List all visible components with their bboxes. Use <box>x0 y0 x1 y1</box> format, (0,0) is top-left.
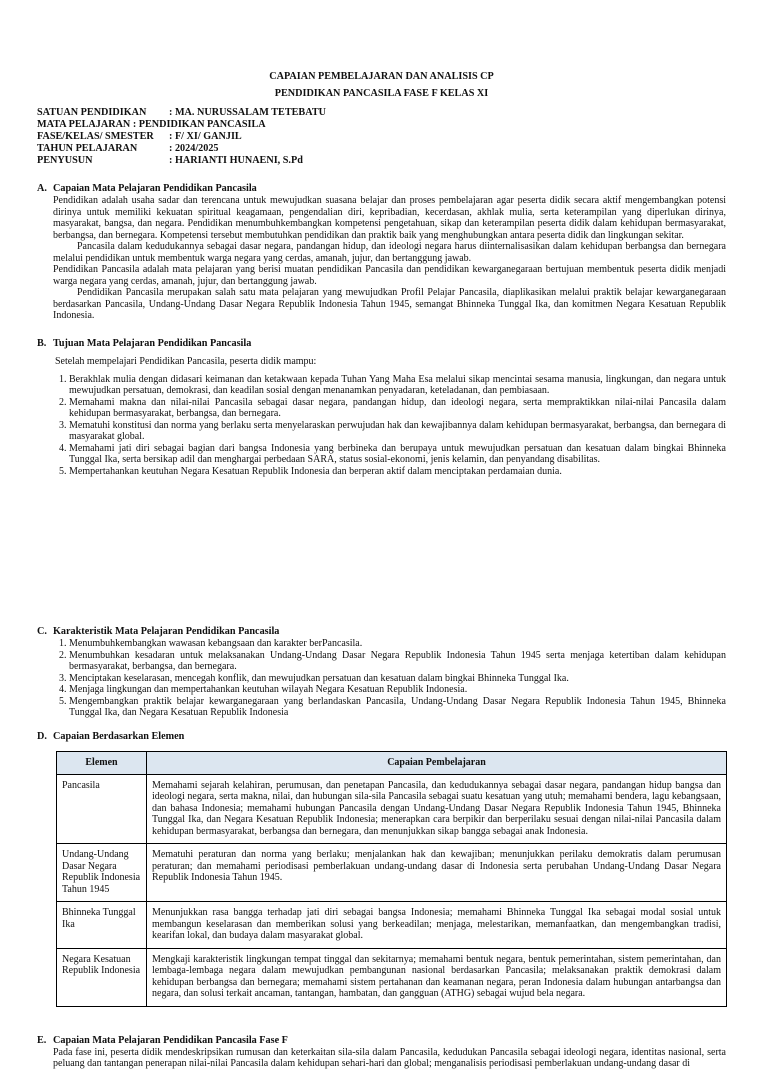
list-item: 3. Mematuhi konstitusi dan norma yang berlaku serta menyelaraskan perwujudan hak dan kewajibannya dalam kehidupan bermasyarakat, berbangsa, dan bernegara di masyarakat global. <box>69 420 726 443</box>
list-item: 5. Mempertahankan keutuhan Negara Kesatuan Republik Indonesia dan berperan aktif dalam menciptakan perdamaian dunia. <box>69 466 726 478</box>
list-item: 1. Berakhlak mulia dengan didasari keimanan dan ketakwaan kepada Tuhan Yang Maha Esa melalui sikap mencintai sesama manusia, lingkungan, dan negara untuk mewujudkan persatuan, demokrasi, dan keadilan sosial dengan menanamkan penyadaran, keteladanan, dan pembiasaan. <box>69 374 726 397</box>
meta-value: : PENDIDIKAN PANCASILA <box>130 119 266 130</box>
section-letter: B. <box>37 337 47 349</box>
meta-row-tahun <box>37 143 726 155</box>
capaian-cell: Mengkaji karakteristik lingkungan tempat tinggal dan sekitarnya; memahami bentuk negara, bentuk pemerintahan, sistem pemerintahan, dan lembaga-lembaga negara dalam mewujudkan pembangunan nasional berdasarkan Pancasila; melaksanakan praktik demokrasi dalam kehidupan berbangsa dan bernegara; memahami sistem pertahanan dan keamanan negara, peran Indonesia dalam hubungan antarbangsa dan negara, dan solusi terkait ancaman, tantangan, hambatan, dan gangguan (ATHG) sebagai wujud bela negara. <box>147 948 727 1006</box>
meta-row-fase <box>37 131 726 143</box>
section-title: Capaian Mata Pelajaran Pendidikan Pancasila Fase F <box>53 1034 288 1046</box>
characteristics-list <box>37 638 726 719</box>
paragraph: Pendidikan Pancasila adalah mata pelajaran yang berisi muatan pendidikan Pancasila dan pendidikan kewarganegaraan bertujuan membentuk peserta didik menjadi warga negara yang cerdas, amanah, jujur, dan bertanggung jawab. <box>53 264 726 287</box>
identity-block <box>37 107 726 167</box>
list-item: 4. Menjaga lingkungan dan mempertahankan keutuhan wilayah Negara Kesatuan Republik Indonesia. <box>69 684 726 696</box>
section-heading <box>37 183 726 195</box>
section-letter: C. <box>37 626 47 637</box>
paragraph: Pancasila dalam kedudukannya sebagai dasar negara, pandangan hidup, dan ideologi negara harus diinternalisasikan dalam kehidupan berbangsa dan bernegara melalui pendidikan untuk membentuk warga negara yang cerdas, amanah, jujur, dan bertanggung jawab. <box>53 241 726 264</box>
element-cell: Negara Kesatuan Republik Indonesia <box>57 948 147 1006</box>
meta-key: SATUAN PENDIDIKAN <box>37 107 147 118</box>
section-c <box>37 626 726 719</box>
section-intro: Setelah mempelajari Pendidikan Pancasila, peserta didik mampu: <box>55 355 317 367</box>
section-b <box>37 338 726 478</box>
objectives-list <box>37 374 726 478</box>
meta-key: TAHUN PELAJARAN <box>37 143 138 154</box>
section-heading <box>37 1035 726 1047</box>
paragraph: Pendidikan Pancasila merupakan salah satu mata pelajaran yang mewujudkan Profil Pelajar Pancasila, diaplikasikan melalui praktik belajar kewarganegaraan berdasarkan Pancasila, Undang-Undang Dasar Negara Republik Indonesia Tahun 1945, semangat Bhinneka Tunggal Ika, dan komitmen Negara Kesatuan Republik Indonesia. <box>53 287 726 321</box>
element-cell: Undang-Undang Dasar Negara Republik Indonesia Tahun 1945 <box>57 844 147 902</box>
list-item: 2. Memahami makna dan nilai-nilai Pancasila sebagai dasar negara, pandangan hidup, dan ideologi negara, serta mempraktikkan nilai-nilai Pancasila dalam kehidupan bermasyarakat, berbangsa, dan bernegara. <box>69 397 726 420</box>
column-header-capaian: Capaian Pembelajaran <box>147 751 727 774</box>
table-row <box>57 948 727 1006</box>
capaian-cell: Memahami sejarah kelahiran, perumusan, dan penetapan Pancasila, dan kedudukannya sebagai dasar negara, pandangan hidup bangsa dan ideologi negara, serta makna, nilai, dan hubungan sila-sila Pancasila sebagai suatu kesatuan yang utuh; memahami bendera, lagu kebangsaan, dan bahasa Indonesia; memahami hubungan Pancasila dengan Undang-Undang Dasar Negara Republik Indonesia Tahun 1945, Bhinneka Tunggal Ika, dan Negara Kesatuan Republik Indonesia; menerapkan cara berpikir dan berperilaku sesuai dengan nilai-nilai Pancasila dalam kehidupan bermasyarakat, berbangsa dan bernegara, dan menunjukkan sikap bangga sebagai anak Indonesia. <box>147 774 727 844</box>
blank-space <box>37 477 726 615</box>
paragraph: Pada fase ini, peserta didik mendeskripsikan rumusan dan keterkaitan sila-sila dalam Pancasila, kedudukan Pancasila sebagai ideologi negara, identitas nasional, serta peluang dan tantangan penerapan nilai-nilai Pancasila dalam kehidupan sehari-hari dan global; menganalisis periodisasi pemberlakuan undang-undang dasar di <box>53 1046 726 1069</box>
section-heading <box>37 626 726 638</box>
element-cell: Pancasila <box>57 774 147 844</box>
document-title: CAPAIAN PEMBELAJARAN DAN ANALISIS CP <box>269 71 494 82</box>
meta-row-mapel <box>37 119 726 131</box>
section-heading <box>37 731 726 743</box>
section-letter: E. <box>37 1034 47 1046</box>
table-header-row <box>57 751 727 774</box>
element-cell: Bhinneka Tunggal Ika <box>57 902 147 949</box>
meta-row-penyusun <box>37 155 726 167</box>
section-a <box>37 183 726 322</box>
meta-row-satuan <box>37 107 726 119</box>
capaian-cell: Mematuhi peraturan dan norma yang berlaku; menjalankan hak dan kewajiban; menunjukkan perilaku demokratis dalam perumusan peraturan; dan memahami periodisasi pemberlakuan undang-undang dasar di Indonesia serta perubahan Undang-Undang Dasar Negara Republik Indonesia Tahun 1945. <box>147 844 727 902</box>
list-item: 3. Menciptakan keselarasan, mencegah konflik, dan mewujudkan persatuan dan kesatuan dalam bingkai Bhinneka Tunggal Ika. <box>69 673 726 685</box>
list-item: 1. Menumbuhkembangkan wawasan kebangsaan dan karakter berPancasila. <box>69 638 726 650</box>
section-title: Capaian Berdasarkan Elemen <box>53 730 185 742</box>
meta-key: FASE/KELAS/ SMESTER <box>37 131 154 142</box>
meta-value: : HARIANTI HUNAENI, S.Pd <box>169 155 303 166</box>
document-subtitle: PENDIDIKAN PANCASILA FASE F KELAS XI <box>274 88 489 99</box>
section-title: Capaian Mata Pelajaran Pendidikan Pancasila <box>53 183 257 194</box>
section-e <box>37 1035 726 1070</box>
section-d <box>37 731 726 1007</box>
section-letter: D. <box>37 730 47 742</box>
capaian-cell: Menunjukkan rasa bangga terhadap jati diri sebagai bangsa Indonesia; memahami Bhinneka Tunggal Ika sebagai modal sosial untuk membangun keselarasan dan memberikan solusi yang berkeadilan; menjaga, melestarikan, memanfaatkan, dan mengembangkan tradisi, kearifan lokal, dan budaya dalam masyarakat global. <box>147 902 727 949</box>
elements-table <box>56 751 727 1007</box>
meta-value: : F/ XI/ GANJIL <box>169 131 242 142</box>
meta-key: PENYUSUN <box>37 155 93 166</box>
section-heading <box>37 338 726 350</box>
meta-key: MATA PELAJARAN <box>37 119 131 130</box>
meta-value: : MA. NURUSSALAM TETEBATU <box>169 107 326 118</box>
list-item: 4. Memahami jati diri sebagai bagian dari bangsa Indonesia yang berbineka dan berupaya untuk mewujudkan persatuan dan kesatuan dalam bingkai Bhinneka Tunggal Ika, serta bersikap adil dan menghargai perbedaan SARA, status sosial-ekonomi, jenis kelamin, dan penyandang disabilitas. <box>69 443 726 466</box>
table-row <box>57 774 727 844</box>
column-header-element: Elemen <box>57 751 147 774</box>
section-title: Karakteristik Mata Pelajaran Pendidikan Pancasila <box>53 626 280 637</box>
table-row <box>57 902 727 949</box>
meta-value: : 2024/2025 <box>169 143 219 154</box>
section-title: Tujuan Mata Pelajaran Pendidikan Pancasila <box>53 337 252 349</box>
list-item: 5. Mengembangkan praktik belajar kewarganegaraan yang berlandaskan Pancasila, Undang-Undang Dasar Negara Republik Indonesia Tahun 1945, Bhinneka Tunggal Ika, dan Negara Kesatuan Republik Indonesia <box>69 696 726 719</box>
paragraph: Pendidikan adalah usaha sadar dan terencana untuk mewujudkan suasana belajar dan proses pembelajaran agar peserta didik secara aktif mengembangkan potensi dirinya untuk memiliki kekuatan spiritual keagamaan, pengendalian diri, kepribadian, kecerdasan, akhlak mulia, serta keterampilan yang diperlukan dirinya, masyarakat, bangsa, dan negara. Pendidikan menumbuhkembangkan kompetensi pengetahuan, sikap dan keterampilan peserta didik dalam kehidupan bermasyarakat, berbangsa, dan bernegara. Kompetensi tersebut membutuhkan pendidikan dan praktik baik yang menghubungkan antara peserta didik dan lingkungan sekitar. <box>53 195 726 241</box>
section-letter: A. <box>37 183 47 194</box>
table-row <box>57 844 727 902</box>
list-item: 2. Menumbuhkan kesadaran untuk melaksanakan Undang-Undang Dasar Negara Republik Indonesia Tahun 1945 serta menjaga ketertiban dalam kehidupan bermasyarakat, berbangsa, dan bernegara. <box>69 650 726 673</box>
